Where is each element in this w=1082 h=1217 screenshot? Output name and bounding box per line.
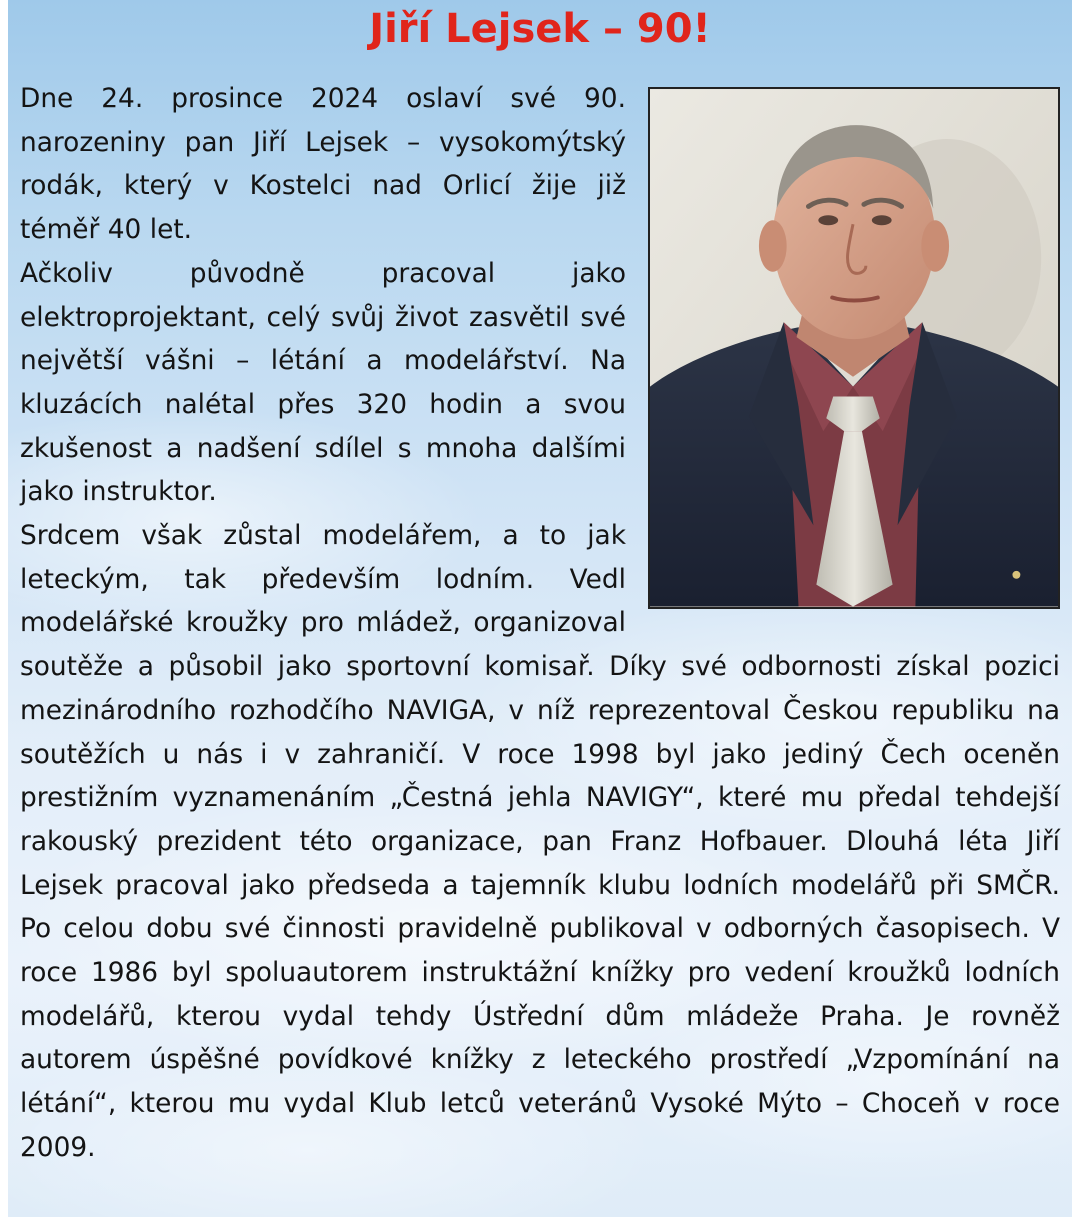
article-paragraph-2: Ačkoliv původně pracoval jako elektroprojektant, celý svůj život zasvětil své největší vášni – létání a modelářství. Na kluzácích nalétal přes 320 hodin a svou zkušenost a nadšení sdílel s mnoha dalšími jako instruktor. [20, 257, 626, 508]
article-page [8, 0, 1072, 1217]
article-paragraph-1: Dne 24. prosince 2024 oslaví své 90. narozeniny pan Jiří Lejsek – vysokomýtský rodák, který v Kostelci nad Orlicí žije již téměř 40 let. [20, 83, 626, 246]
article-title: Jiří Lejsek – 90! [369, 6, 711, 52]
portrait-photo [648, 87, 1060, 609]
article-paragraph-3: Srdcem však zůstal modelářem, a to jak leteckým, tak především lodním. Vedl modelářské kroužky pro mládež, organizoval soutěže a působil jako sportovní komisař. Díky své odbornosti získal pozici mezinárodního rozhodčího NAVIGA, v níž reprezentoval Českou republiku na soutěžích u nás i v zahraničí. V roce 1998 byl jako jediný Čech oceněn prestižním vyznamenáním „Čestná jehla NAVIGY“, které mu předal tehdejší rakouský prezident této organizace, pan Franz Hofbauer. Dlouhá léta Jiří Lejsek pracoval jako předseda a tajemník klubu lodních modelářů při SMČR. Po celou dobu své činnosti pravidelně publikoval v odborných časopisech. V roce 1986 byl spoluautorem instruktážní knížky pro vedení kroužků lodních modelářů, kterou vydal tehdy Ústřední dům mládeže Praha. Je rovněž autorem úspěšné povídkové knížky z leteckého prostředí „Vzpomínání na létání“, kterou mu vydal Klub letců veteránů Vysoké Mýto – Choceň v roce 2009. [20, 520, 1060, 1163]
portrait-illustration [650, 89, 1058, 607]
article-body [20, 77, 1060, 1170]
